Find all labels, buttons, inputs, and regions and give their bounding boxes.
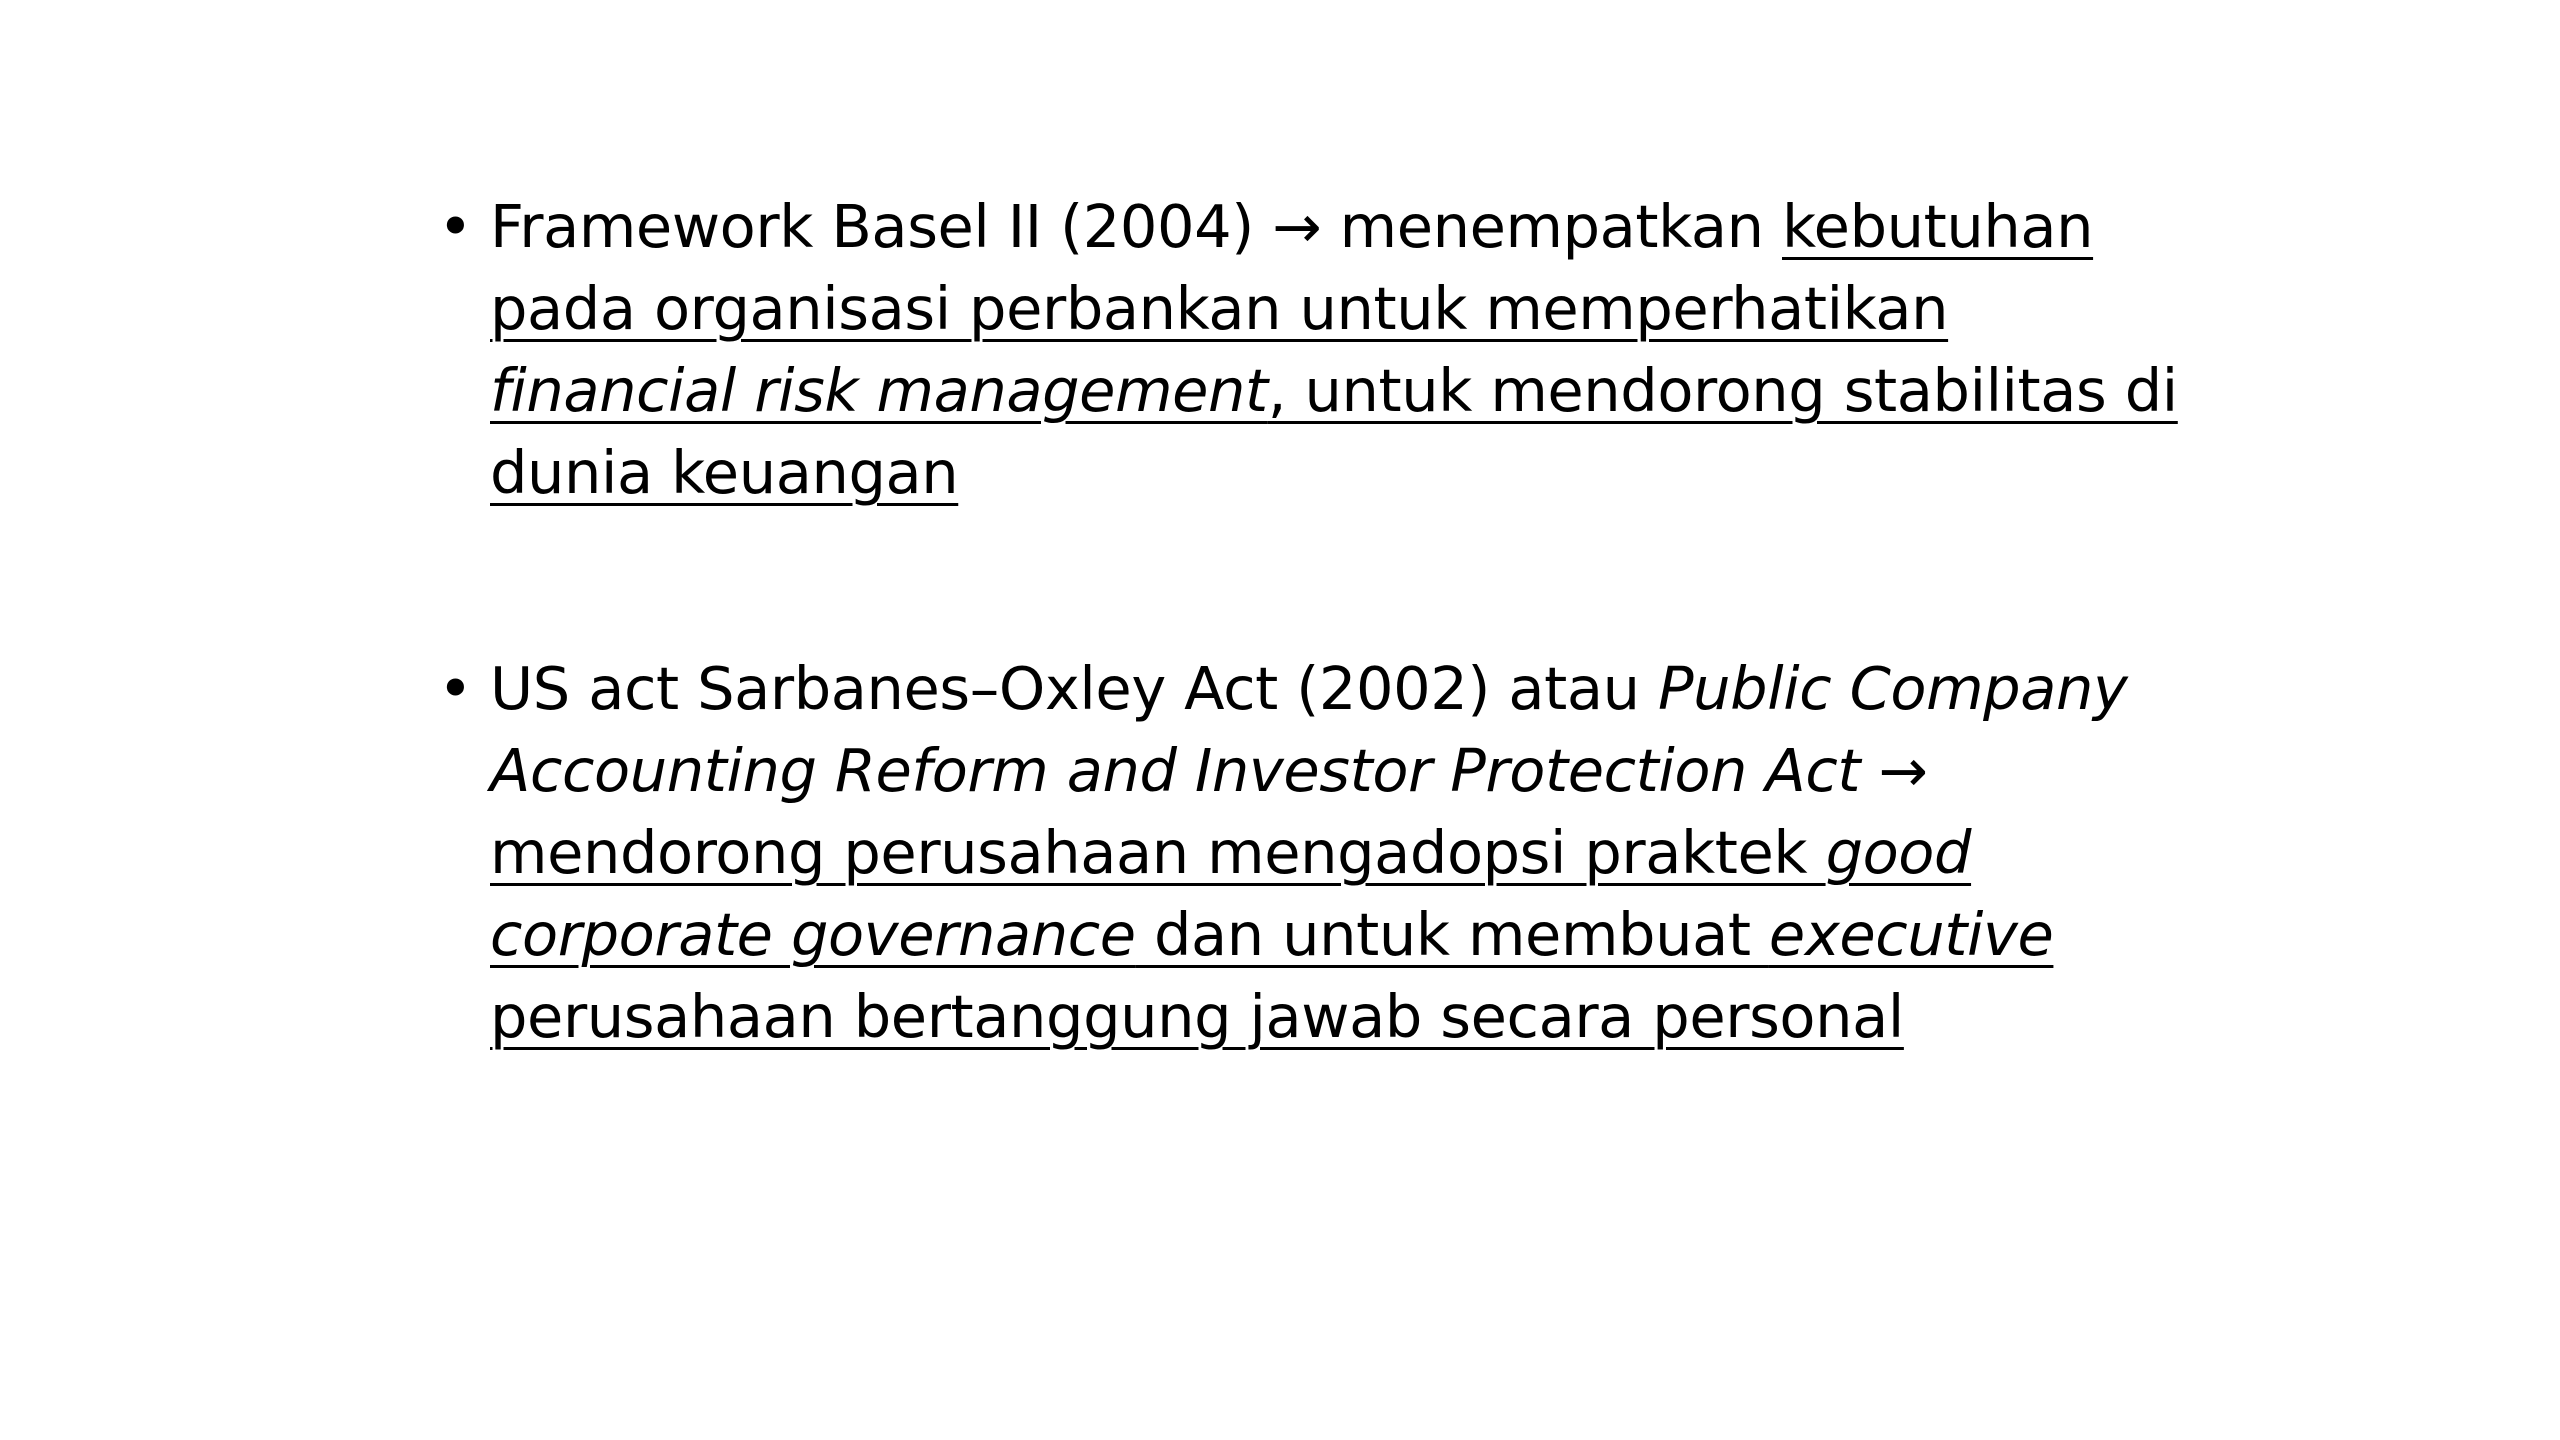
arrow-right-icon: →: [1878, 736, 1928, 805]
bullet-text-lead: US act Sarbanes–Oxley Act (2002) atau: [490, 654, 1658, 723]
underlined-text: mendorong perusahaan mengadopsi praktek: [490, 818, 1826, 887]
bullet-text-verb: menempatkan: [1321, 192, 1782, 261]
spacer: [1860, 736, 1878, 805]
underlined-text: , untuk mendorong stabilitas di dunia keuangan: [490, 356, 2178, 507]
arrow-right-icon: →: [1272, 192, 1322, 261]
bullet-basel-ii: [438, 186, 2178, 514]
bullet-sarbanes-oxley: [438, 648, 2178, 1058]
italic-underlined-text: executive: [1768, 900, 2054, 969]
bullet-dot: •: [438, 654, 473, 723]
bullet-list: [438, 186, 2178, 1058]
underlined-text: kebutuhan pada organisasi perbankan untuk memperhatikan: [490, 192, 2094, 343]
underlined-text: perusahaan bertanggung jawab secara personal: [490, 982, 1904, 1051]
italic-underlined-text: good corporate governance: [490, 818, 1972, 969]
italic-underlined-text: financial risk management: [490, 356, 1268, 425]
underlined-text: dan untuk membuat: [1135, 900, 1769, 969]
bullet-text-lead: Framework Basel II (2004): [490, 192, 1273, 261]
bullet-dot: •: [438, 192, 473, 261]
italic-act-name: Public Company Accounting Reform and Investor Protection Act: [490, 654, 2128, 805]
